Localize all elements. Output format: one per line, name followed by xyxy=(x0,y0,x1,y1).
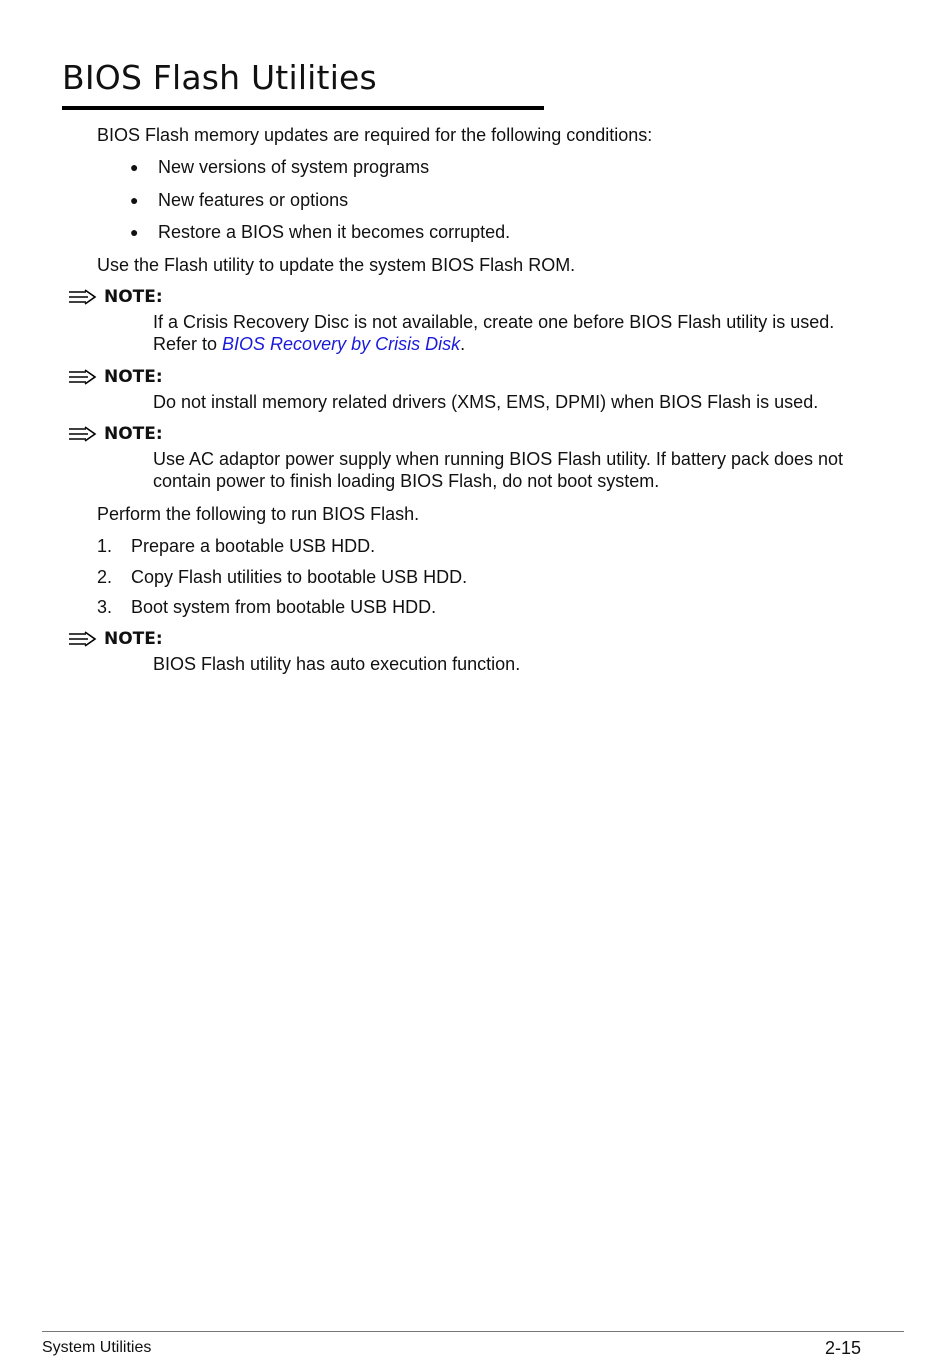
note-label: NOTE: xyxy=(104,367,163,387)
bullet-icon: ● xyxy=(130,159,139,175)
note-text-refer xyxy=(153,333,465,355)
step-number: 1. xyxy=(97,536,113,556)
use-flash-text: Use the Flash utility to update the system BIOS Flash ROM. xyxy=(97,255,576,275)
note-text: Use AC adaptor power supply when running BIOS Flash utility. If battery pack does not xyxy=(153,449,844,469)
step-number: 3. xyxy=(97,597,113,617)
note-heading xyxy=(68,424,163,444)
note-arrow-icon xyxy=(68,631,98,647)
refer-prefix: Refer to xyxy=(153,334,223,354)
note-text: Do not install memory related drivers (XMS, EMS, DPMI) when BIOS Flash is used. xyxy=(153,392,819,412)
step-number: 2. xyxy=(97,567,113,587)
footer-section-title: System Utilities xyxy=(42,1339,152,1356)
note-heading xyxy=(68,629,163,649)
bullet-icon: ● xyxy=(130,192,139,208)
note-text: contain power to finish loading BIOS Flash, do not boot system. xyxy=(153,471,660,491)
title-underline xyxy=(62,106,544,110)
note-arrow-icon xyxy=(68,369,98,385)
condition-item: New versions of system programs xyxy=(158,157,430,177)
note-arrow-icon xyxy=(68,289,98,305)
note-heading xyxy=(68,367,163,387)
crisis-disk-link[interactable]: BIOS Recovery by Crisis Disk xyxy=(222,334,461,354)
condition-item: Restore a BIOS when it becomes corrupted. xyxy=(158,222,511,242)
intro-text: BIOS Flash memory updates are required for the following conditions: xyxy=(97,125,653,145)
step-item: Copy Flash utilities to bootable USB HDD. xyxy=(131,567,468,587)
note-heading xyxy=(68,287,163,307)
note-text: If a Crisis Recovery Disc is not available, create one before BIOS Flash utility is used. xyxy=(153,312,835,332)
step-item: Prepare a bootable USB HDD. xyxy=(131,536,376,556)
note-text: BIOS Flash utility has auto execution function. xyxy=(153,654,521,674)
refer-suffix: . xyxy=(460,334,466,354)
note-arrow-icon xyxy=(68,426,98,442)
note-label: NOTE: xyxy=(104,424,163,444)
condition-item: New features or options xyxy=(158,190,349,210)
footer-page-number: 2-15 xyxy=(825,1338,862,1358)
page-title: BIOS Flash Utilities xyxy=(62,58,377,97)
note-label: NOTE: xyxy=(104,629,163,649)
footer-divider xyxy=(42,1331,904,1332)
bullet-icon: ● xyxy=(130,224,139,240)
step-item: Boot system from bootable USB HDD. xyxy=(131,597,437,617)
note-label: NOTE: xyxy=(104,287,163,307)
perform-text: Perform the following to run BIOS Flash. xyxy=(97,504,420,524)
